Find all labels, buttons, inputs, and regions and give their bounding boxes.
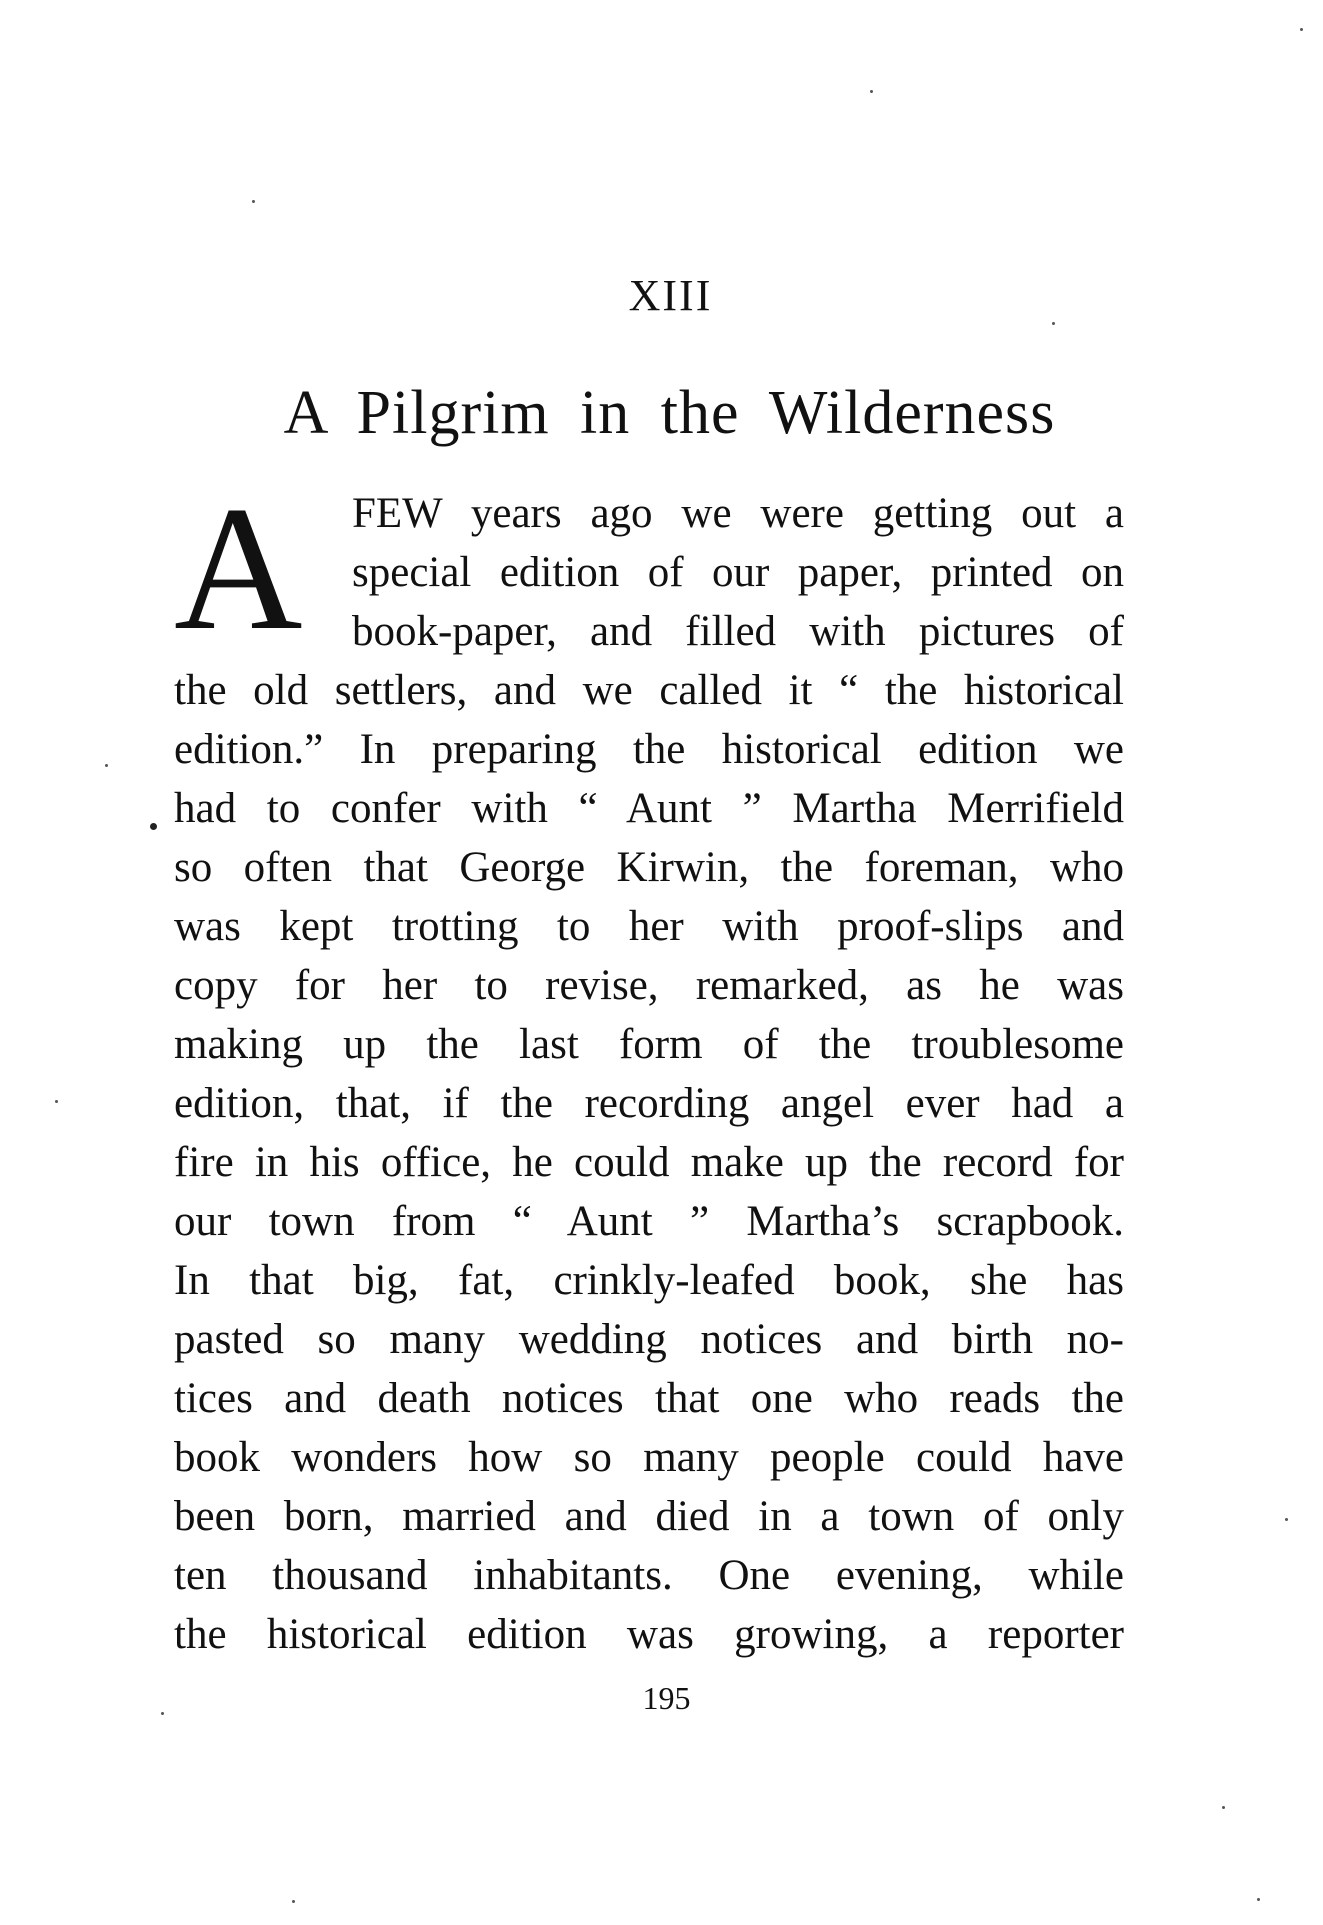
scan-speck (161, 1712, 164, 1715)
text-line: special edition of our paper, printed on (352, 549, 1124, 596)
chapter-number: XIII (628, 271, 713, 320)
scan-speck (252, 200, 255, 203)
text-line: edition, that, if the recording angel ever had a (174, 1080, 1124, 1127)
scan-speck (870, 90, 873, 93)
scan-speck (1257, 1898, 1260, 1901)
text-line: making up the last form of the troublesome (174, 1021, 1124, 1068)
text-line: book wonders how so many people could have (174, 1434, 1124, 1481)
text-line: pasted so many wedding notices and birth no- (174, 1316, 1124, 1363)
text-line: FEW years ago we were getting out a (352, 490, 1124, 537)
text-line: copy for her to revise, remarked, as he was (174, 962, 1124, 1009)
drop-cap-initial: A (174, 469, 303, 667)
text-line: the old settlers, and we called it “ the historical (174, 667, 1124, 714)
text-line: the historical edition was growing, a reporter (174, 1611, 1124, 1658)
text-line: book-paper, and filled with pictures of (352, 608, 1124, 655)
scan-speck (150, 823, 157, 830)
text-line: edition.” In preparing the historical edition we (174, 726, 1124, 773)
text-line: tices and death notices that one who reads the (174, 1375, 1124, 1422)
scan-speck (105, 764, 108, 767)
chapter-body-text (174, 469, 1124, 1664)
text-line: been born, married and died in a town of only (174, 1493, 1124, 1540)
text-line: ten thousand inhabitants. One evening, while (174, 1552, 1124, 1599)
text-line: our town from “ Aunt ” Martha’s scrapbook. (174, 1198, 1124, 1245)
scan-speck (292, 1900, 295, 1903)
scan-speck (1300, 28, 1303, 31)
scan-speck (1285, 1518, 1288, 1521)
text-line: had to confer with “ Aunt ” Martha Merrifield (174, 785, 1124, 832)
chapter-title: A Pilgrim in the Wilderness (283, 379, 1056, 447)
text-line: In that big, fat, crinkly-leafed book, she has (174, 1257, 1124, 1304)
text-line: was kept trotting to her with proof-slips and (174, 903, 1124, 950)
page-number: 195 (642, 1680, 691, 1716)
scan-speck (1222, 1806, 1225, 1809)
text-line: fire in his office, he could make up the record for (174, 1139, 1124, 1186)
text-line: so often that George Kirwin, the foreman, who (174, 844, 1124, 891)
scan-speck (1052, 322, 1055, 325)
scan-speck (55, 1100, 58, 1103)
